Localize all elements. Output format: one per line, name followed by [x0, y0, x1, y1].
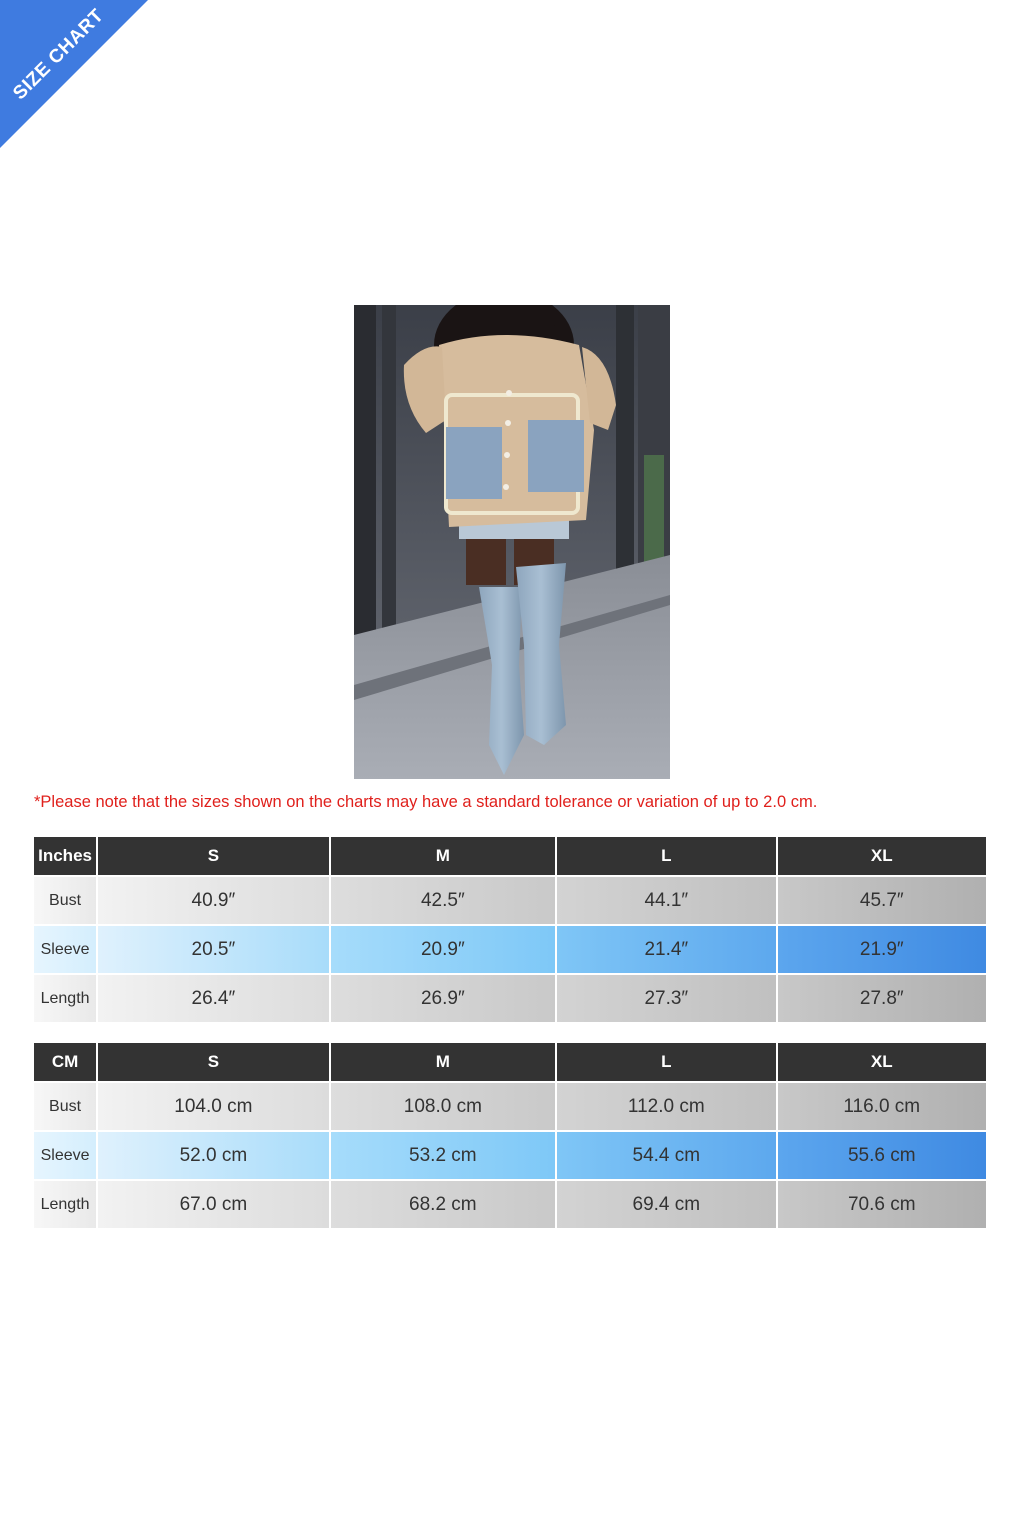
unit-header: Inches	[34, 837, 96, 875]
table-cell: 53.2 cm	[331, 1132, 555, 1179]
table-row-length	[34, 975, 986, 1022]
table-cell: 42.5″	[331, 877, 555, 924]
row-label-bust: Bust	[34, 877, 96, 924]
row-label-sleeve: Sleeve	[34, 1132, 96, 1179]
table-cell: 104.0 cm	[98, 1083, 328, 1130]
size-header-xl: XL	[778, 837, 986, 875]
cm-size-table	[32, 1041, 988, 1230]
table-cell: 26.4″	[98, 975, 328, 1022]
table-cell: 20.9″	[331, 926, 555, 973]
row-label-bust: Bust	[34, 1083, 96, 1130]
table-cell: 45.7″	[778, 877, 986, 924]
table-header-row	[34, 1043, 986, 1081]
size-header-l: L	[557, 1043, 775, 1081]
ribbon-label: SIZE CHART	[9, 5, 109, 105]
size-header-s: S	[98, 1043, 328, 1081]
table-cell: 21.4″	[557, 926, 775, 973]
table-cell: 20.5″	[98, 926, 328, 973]
table-cell: 67.0 cm	[98, 1181, 328, 1228]
table-cell: 116.0 cm	[778, 1083, 986, 1130]
table-cell: 54.4 cm	[557, 1132, 775, 1179]
size-header-m: M	[331, 837, 555, 875]
inches-size-table	[32, 835, 988, 1024]
table-row-sleeve	[34, 926, 986, 973]
row-label-length: Length	[34, 1181, 96, 1228]
tolerance-note: *Please note that the sizes shown on the charts may have a standard tolerance or variation of up to 2.0 cm.	[34, 793, 818, 811]
table-cell: 44.1″	[557, 877, 775, 924]
unit-header: CM	[34, 1043, 96, 1081]
table-cell: 40.9″	[98, 877, 328, 924]
table-cell: 70.6 cm	[778, 1181, 986, 1228]
size-chart-ribbon	[0, 0, 150, 150]
row-label-length: Length	[34, 975, 96, 1022]
size-header-s: S	[98, 837, 328, 875]
table-cell: 27.8″	[778, 975, 986, 1022]
product-photo	[354, 305, 670, 779]
table-cell: 108.0 cm	[331, 1083, 555, 1130]
row-label-sleeve: Sleeve	[34, 926, 96, 973]
table-header-row	[34, 837, 986, 875]
ribbon-background	[0, 0, 148, 148]
table-cell: 26.9″	[331, 975, 555, 1022]
size-header-m: M	[331, 1043, 555, 1081]
product-photo-illustration	[354, 305, 670, 779]
table-cell: 68.2 cm	[331, 1181, 555, 1228]
table-row-bust	[34, 1083, 986, 1130]
table-cell: 69.4 cm	[557, 1181, 775, 1228]
table-row-sleeve	[34, 1132, 986, 1179]
table-cell: 112.0 cm	[557, 1083, 775, 1130]
table-row-bust	[34, 877, 986, 924]
size-header-l: L	[557, 837, 775, 875]
table-cell: 55.6 cm	[778, 1132, 986, 1179]
table-row-length	[34, 1181, 986, 1228]
table-cell: 21.9″	[778, 926, 986, 973]
table-cell: 52.0 cm	[98, 1132, 328, 1179]
table-cell: 27.3″	[557, 975, 775, 1022]
size-header-xl: XL	[778, 1043, 986, 1081]
